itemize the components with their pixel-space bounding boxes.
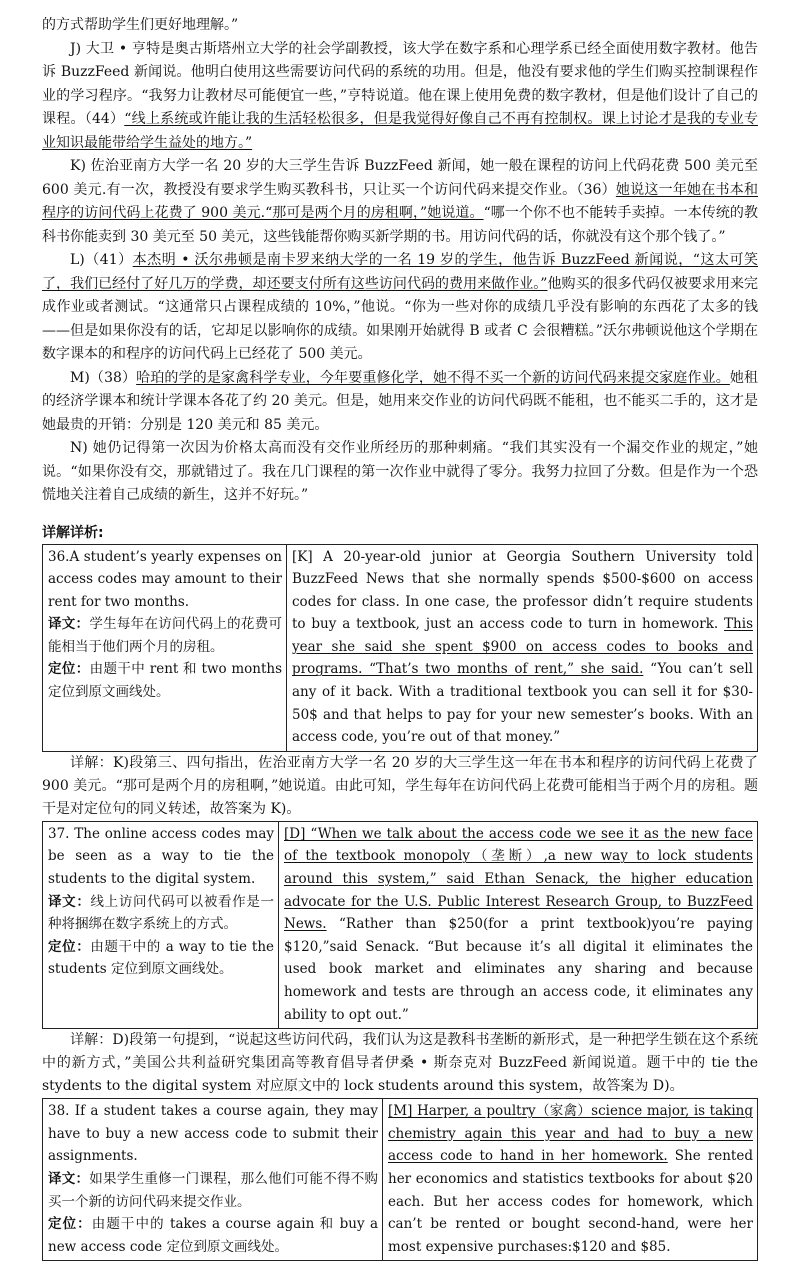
translation-text: 如果学生重修一门课程，那么他们可能不得不购买一个新的访问代码来提交作业。 (48, 1170, 379, 1210)
underlined-sentence-38: 哈珀的学的是家禽科学专业，今年要重修化学，她不得不买一个新的访问代码来提交家庭作业。 (136, 369, 730, 386)
source-cell: [D] “When we talk about the access code we see it as the new face of the textbook monopoly（垄断）,a new way to lock students around this system,” said Ethan Senack, the higher education advocate for the U.S. Public Interest Research Group, to BuzzFeed News. “Rather than $250(for a print textbook)you’re paying $120,”said Senack. “But because it’s all digital it eliminates the used book market and eliminates any sharing and because homework and tests are through an access code, it eliminates any ability to opt out.” (279, 821, 758, 1028)
paragraph-top: 的方式帮助学生们更好地理解。” (42, 17, 239, 33)
question-cell: 38. If a student takes a course again, they may have to buy a new access code to submit their assignments. 译文：如果学生重修一门课程，那么他们可能不得不购买一个新的访问代码来提交作业。 定位：由题干中的 takes a course again 和 buy a new access code 定位到原文画线处。 (43, 1099, 383, 1261)
locate-text: 由题干中的 a way to tie the students 定位到原文画线处。 (48, 938, 275, 978)
paragraph-k: K) 佐治亚南方大学一名 20 岁的大三学生告诉 BuzzFeed 新闻，她一般在课程的访问上代码花费 500 美元至 600 美元.有一次，教授没有要求学生购买教科书，只让买一个访问代码来提交作业。（36）她说这一年她在书本和程序的访问代码上花费了 900 美元.“那可是两个月的房租啊，”她说道。“哪一个你不也不能转手卖掉。一本传统的教科书你能卖到 30 美元至 50 美元，这些钱能帮你购买新学期的书。用访问代码的话，你就没有这个那个钱了。” (42, 158, 759, 245)
underlined-sentence-36: 她说这一年她在书本和程序的访问代码上花费了 900 美元.“那可是两个月的房租啊，”她说道。 (42, 181, 758, 221)
paragraph-l: L)（41）本杰明 • 沃尔弗顿是南卡罗来纳大学的一名 19 岁的学生，他告诉 BuzzFeed 新闻说，“这太可笑了，我们已经付了好几万的学费，却还要支付所有这些访问代码的费用来做作业。”他购买的很多代码仅被要求用来完成作业或者测试。“这通常只占课程成绩的 10%，”他说。“你为一些对你的成绩几乎没有影响的东西花了太多的钱——但是如果你没有的话，它却足以影响你的成绩。如果刚开始就得 B 或者 C 会很糟糕。”沃尔弗顿说他这个学期在数字课本的和程序的访问代码上已经花了 500 美元。 (42, 252, 759, 362)
underlined-sentence-44: “线上系统或许能让我的生活轻松很多，但是我觉得好像自己不再有控制权。课上讨论才是我的专业专业知识最能带给学生益处的地方。” (42, 111, 758, 151)
table-row (43, 821, 758, 1028)
source-underlined: [M] Harper, a poultry（家禽）science major, is taking chemistry again this year and had to buy a new access code to hand in her homework. (388, 1103, 753, 1165)
translation-text: 线上访问代码可以被看作是一种将捆绑在数字系统上的方式。 (48, 893, 274, 933)
section-heading: 详解详析: (42, 524, 104, 541)
underlined-sentence-41: 本杰明 • 沃尔弗顿是南卡罗来纳大学的一名 19 岁的学生，他告诉 BuzzFeed 新闻说，“这太可笑了，我们已经付了好几万的学费，却还要支付所有这些访问代码的费用来做作业。” (42, 252, 759, 292)
locate-text: 由题干中 rent 和 two months 定位到原文画线处。 (48, 661, 282, 701)
translation-text: 学生每年在访问代码上的花费可能相当于他们两个月的房租。 (48, 616, 282, 655)
table-row (43, 544, 758, 751)
paragraph-j: J) 大卫 • 亨特是奥古斯塔州立大学的社会学副教授，该大学在数字系和心理学系已经全面使用数字教材。他告诉 BuzzFeed 新闻说。他明白使用这些需要访问代码的系统的功用。但是，他没有要求他的学生们购买控制课程作业的学习程序。“我努力让教材尽可能便宜一些，”亨特说道。他在课上使用免费的数字教材，但是他们设计了自己的课程。（44）“线上系统或许能让我的生活轻松很多，但是我觉得好像自己不再有控制权。课上讨论才是我的专业专业知识最能带给学生益处的地方。” (42, 40, 758, 151)
explanation-37: 详解：D)段第一句提到，“说起这些访问代码，我们认为这是教科书垄断的新形式，是一种把学生锁在这个系统中的新方式，”美国公共利益研究集团高等教育倡导者伊桑 • 斯奈克对 BuzzFeed 新闻说道。题干中的 tie the stydents to the digital system 对应原文中的 lock students around this system，故答案为 D)。 (42, 1032, 758, 1095)
answer-table-38 (42, 1098, 758, 1261)
locate-text: 由题干中的 takes a course again 和 buy a new access code 定位到原文画线处。 (48, 1216, 378, 1255)
document-page (42, 14, 758, 1261)
question-cell: 36.A student’s yearly expenses on access codes may amount to their rent for two months. 译文：学生每年在访问代码上的花费可能相当于他们两个月的房租。 定位：由题干中 rent 和 two months 定位到原文画线处。 (43, 544, 287, 751)
answer-table-37 (42, 821, 758, 1029)
answer-table-36 (42, 544, 758, 752)
question-text: 36.A student’s yearly expenses on access codes may amount to their rent for two months. (48, 548, 282, 610)
question-text: 38. If a student takes a course again, they may have to buy a new access code to submit their assignments. (48, 1103, 378, 1165)
source-cell: [K] A 20-year-old junior at Georgia Southern University told BuzzFeed News that she normally spends $500-$600 on access codes for class. In one case, the professor didn’t require students to buy a textbook, just an access code to turn in homework. This year she said she spent $900 on access codes to books and programs. “That’s two months of rent,” she said. “You can’t sell any of it back. With a traditional textbook you can sell it for $30-50$ and that helps to pay for your new semester’s books. With an access code, you’re out of that money.” (287, 544, 758, 751)
table-row (43, 1099, 758, 1261)
source-underlined: This year she said she spent $900 on access codes to books and programs. “That’s two months of rent,” she said. (292, 616, 753, 678)
paragraph-m: M)（38）哈珀的学的是家禽科学专业，今年要重修化学，她不得不买一个新的访问代码来提交家庭作业。她租的经济学课本和统计学课本各花了约 20 美元。但是，她用来交作业的访问代码既不能租，也不能买二手的，这才是她最贵的开销：分别是 120 美元和 85 美元。 (42, 369, 758, 433)
source-underlined: [D] “When we talk about the access code we see it as the new face of the textbook monopoly（垄断）,a new way to lock students around this system,” said Ethan Senack, the higher education advocate for the U.S. Public Interest Research Group, to BuzzFeed News. (284, 825, 753, 933)
question-text: 37. The online access codes may be seen as a way to tie the students to the digital system. (48, 825, 274, 888)
source-cell: [M] Harper, a poultry（家禽）science major, is taking chemistry again this year and had to buy a new access code to hand in her homework. She rented her economics and statistics textbooks for about $20 each. But her access codes for homework, which can’t be rented or bought second-hand, were her most expensive purchases:$120 and $85. (383, 1099, 758, 1261)
explanation-36: 详解：K)段第三、四句指出，佐治亚南方大学一名 20 岁的大三学生这一年在书本和程序的访问代码上花费了 900 美元。“那可是两个月的房租啊，”她说道。由此可知，学生每年在访问代码上花费可能相当于两个月的房租。题干是对定位句的同义转述，故答案为 K)。 (42, 754, 758, 817)
paragraph-n: N) 她仍记得第一次因为价格太高而没有交作业所经历的那种刺痛。“我们其实没有一个漏交作业的规定，”她说。“如果你没有交，那就错过了。我在几门课程的第一次作业中就得了零分。我努力拉回了分数。但是作为一个恐慌地关注着自己成绩的新生，这并不好玩。” (42, 440, 758, 503)
question-cell: 37. The online access codes may be seen as a way to tie the students to the digital system. 译文：线上访问代码可以被看作是一种将捆绑在数字系统上的方式。 定位：由题干中的 a way to tie the students 定位到原文画线处。 (43, 821, 279, 1028)
